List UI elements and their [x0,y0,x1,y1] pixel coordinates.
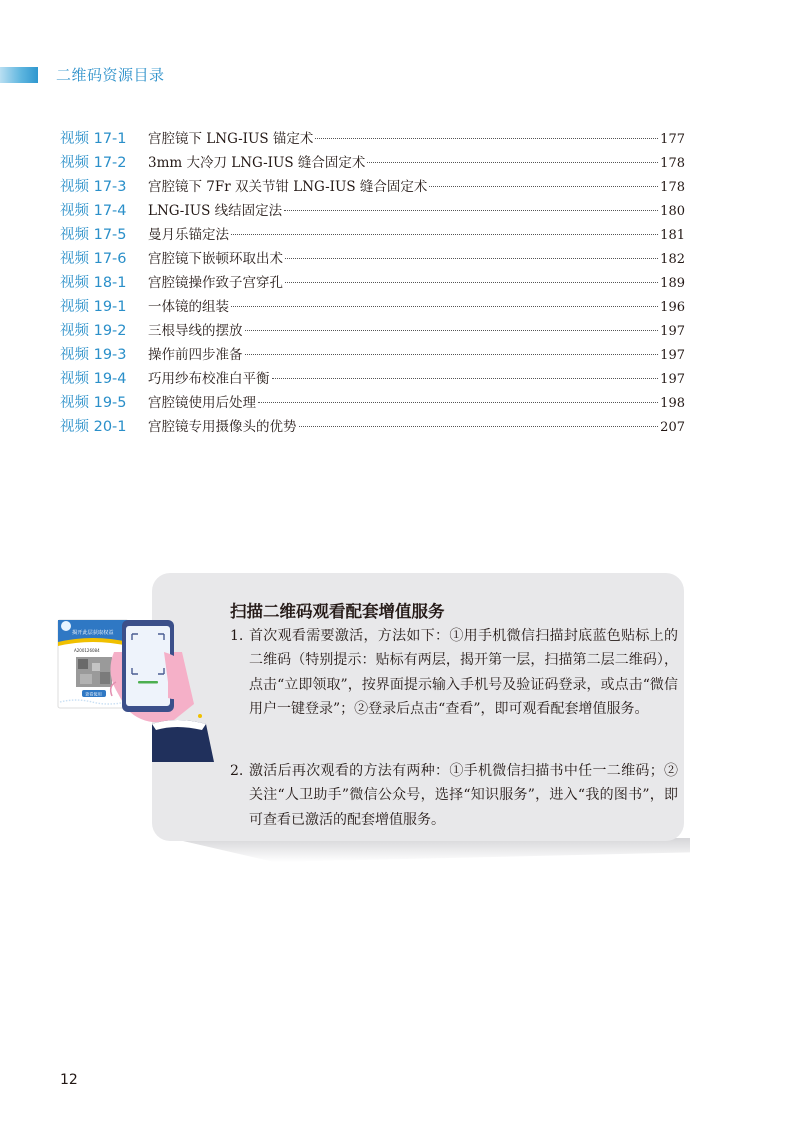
toc-page-number: 181 [660,228,685,243]
service-title: 扫描二维码观看配套增值服务 [230,602,445,621]
toc-video-title: 三根导线的摆放 [148,323,243,339]
toc-video-code: 视频 17-2 [60,155,127,171]
page-header-title: 二维码资源目录 [56,66,165,84]
toc-dot-leader [285,258,658,259]
toc-video-title: 巧用纱布校准白平衡 [148,371,270,387]
toc-video-code: 视频 20-1 [60,419,127,435]
toc-page-number: 196 [660,300,685,315]
toc-dot-leader [285,282,658,283]
toc-row[interactable] [60,223,685,247]
toc-dot-leader [315,138,658,139]
toc-video-title: 宫腔镜下嵌顿环取出术 [148,251,283,267]
toc-video-code: 视频 19-5 [60,395,127,411]
toc-video-title: 宫腔镜下 LNG-IUS 锚定术 [148,131,314,147]
toc-dot-leader [284,210,658,211]
toc-page-number: 180 [660,204,685,219]
toc-video-code: 视频 17-1 [60,131,127,147]
toc-page-number: 207 [660,420,685,435]
qr-scan-illustration [56,612,226,762]
toc-row[interactable] [60,295,685,319]
toc-video-title: 曼月乐锚定法 [148,227,229,243]
toc-row[interactable] [60,175,685,199]
toc-page-number: 178 [660,156,685,171]
service-box-shadow [170,838,690,862]
service-item-number: 1. [230,628,244,644]
toc-video-code: 视频 19-1 [60,299,127,315]
toc-video-title: 宫腔镜使用后处理 [148,395,256,411]
service-item-2 [230,759,678,832]
toc-page-number: 177 [660,132,685,147]
toc-video-title: 宫腔镜下 7Fr 双关节钳 LNG-IUS 缝合固定术 [148,179,428,195]
toc-video-code: 视频 19-2 [60,323,127,339]
toc-row[interactable] [60,319,685,343]
toc-video-title: 宫腔镜专用摄像头的优势 [148,419,297,435]
service-item-text: 首次观看需要激活，方法如下：①用手机微信扫描封底蓝色贴标上的二维码（特别提示：贴标有两层，揭开第一层，扫描第二层二维码），点击“立即领取”，按界面提示输入手机号及验证码登录，或点击“微信用户一键登录”；②登录后点击“查看”，即可观看配套增值服务。 [249,628,678,718]
toc-video-title: 宫腔镜操作致子宫穿孔 [148,275,283,291]
toc-page-number: 197 [660,348,685,363]
toc-dot-leader [245,330,659,331]
toc-row[interactable] [60,127,685,151]
toc-dot-leader [231,234,658,235]
hand-holding-phone [110,620,214,762]
toc-video-code: 视频 17-5 [60,227,127,243]
toc-video-code: 视频 18-1 [60,275,127,291]
page-number: 12 [60,1072,78,1088]
sticker-banner-text: 揭开此层获取权益 [72,630,114,636]
toc-video-code: 视频 19-4 [60,371,127,387]
toc-page-number: 197 [660,324,685,339]
toc-row[interactable] [60,151,685,175]
toc-row[interactable] [60,343,685,367]
toc-page-number: 182 [660,252,685,267]
toc-video-title: 操作前四步准备 [148,347,243,363]
toc-dot-leader [429,186,658,187]
service-item-text: 激活后再次观看的方法有两种：①手机微信扫描书中任一二维码；②关注“人卫助手”微信公众号，选择“知识服务”，进入“我的图书”，即可查看已激活的配套增值服务。 [249,763,678,828]
toc-dot-leader [231,306,658,307]
toc-video-code: 视频 19-3 [60,347,127,363]
toc-video-code: 视频 17-3 [60,179,127,195]
toc-dot-leader [245,354,659,355]
toc-dot-leader [367,162,658,163]
toc-video-title: LNG-IUS 线结固定法 [148,203,283,219]
toc-dot-leader [258,402,658,403]
sticker-code-text: A200126084 [74,648,100,653]
toc-row[interactable] [60,271,685,295]
toc-row[interactable] [60,391,685,415]
toc-page-number: 178 [660,180,685,195]
toc-page-number: 197 [660,372,685,387]
toc-page-number: 189 [660,276,685,291]
toc-video-code: 视频 17-6 [60,251,127,267]
sticker-button-text: 查看使用 [85,691,102,697]
toc-dot-leader [272,378,659,379]
service-item-number: 2. [230,763,244,779]
header-accent-bar [0,67,38,83]
service-item-1 [230,624,678,722]
toc-row[interactable] [60,247,685,271]
toc-row[interactable] [60,415,685,439]
toc-dot-leader [299,426,659,427]
toc-video-title: 一体镜的组装 [148,299,229,315]
toc-video-code: 视频 17-4 [60,203,127,219]
toc-row[interactable] [60,199,685,223]
toc-row[interactable] [60,367,685,391]
toc-page-number: 198 [660,396,685,411]
toc-list [60,127,685,439]
toc-video-title: 3mm 大冷刀 LNG-IUS 缝合固定术 [148,155,366,171]
